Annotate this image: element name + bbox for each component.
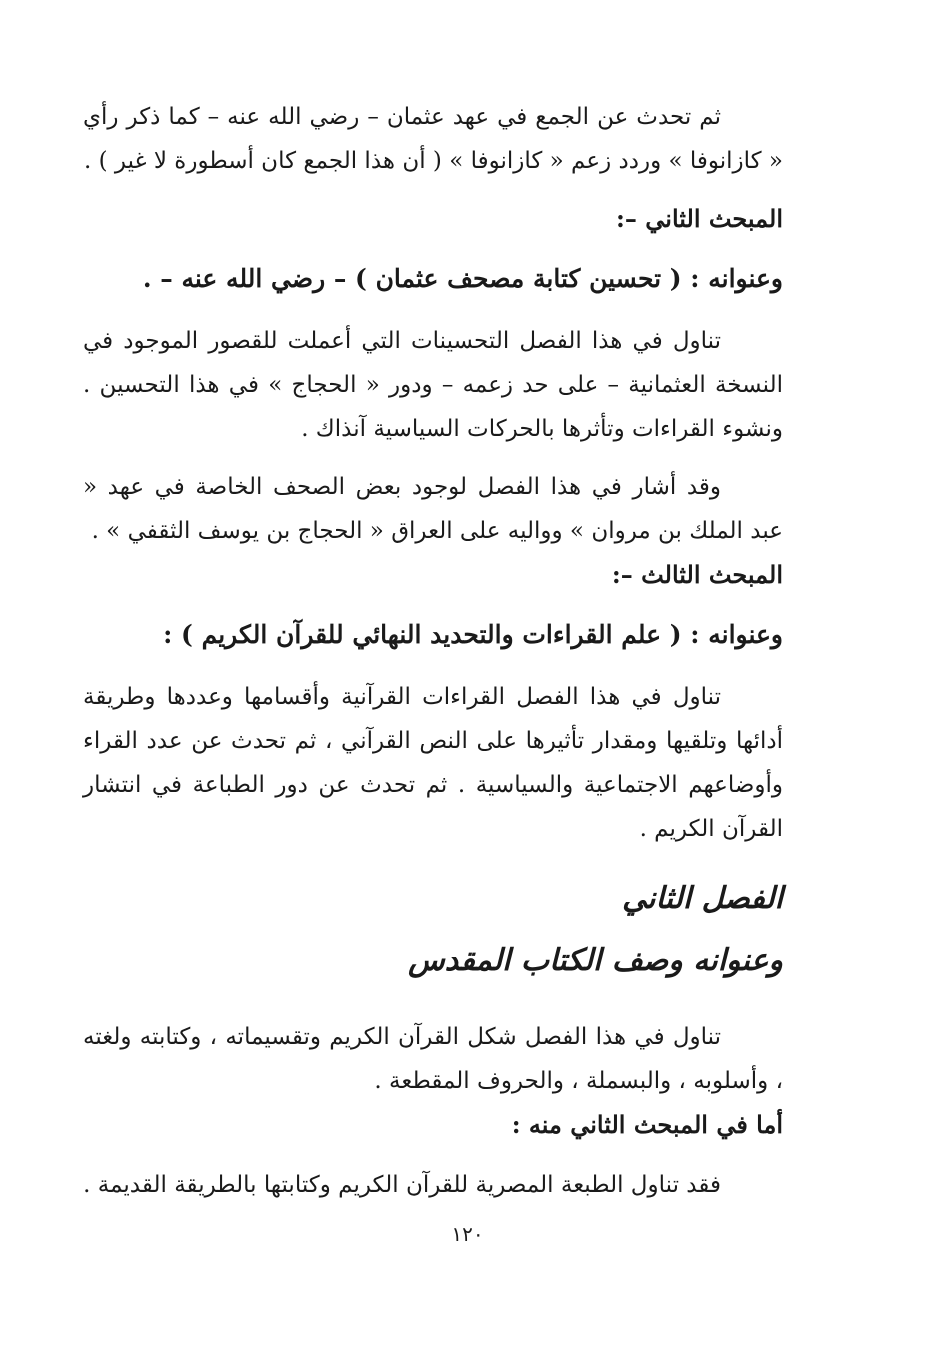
heading-second-section: المبحث الثاني –: (616, 204, 783, 233)
paragraph-improvements: تناول في هذا الفصل التحسينات التي أعملت للقصور الموجود في النسخة العثمانية – على حد زعمه – ودور « الحجاج » في هذا التحسين . ونشوء القراءات وتأثرها بالحركات السياسية آنذاك . (83, 328, 783, 442)
text-column (83, 95, 783, 1221)
heading-second-title: وعنوانه : ( تحسين كتابة مصحف عثمان ) – رضي الله عنه – . (142, 264, 783, 293)
paragraph-readings: تناول في هذا الفصل القراءات القرآنية وأقسامها وعددها وطريقة أدائها وتلقيها ومقدار تأثيرها على النص القرآني ، ثم تحدث عن عدد القراء وأوضاعهم الاجتماعية والسياسية . ثم تحدث عن دور الطباعة في انتشار القرآن الكريم . (83, 684, 783, 842)
paragraph-private-copies: وقد أشار في هذا الفصل لوجود بعض الصحف الخاصة في عهد « عبد الملك بن مروان » وواليه على العراق « الحجاج بن يوسف الثقفي » . (83, 474, 783, 544)
heading-third-title: وعنوانه : ( علم القراءات والتحديد النهائي للقرآن الكريم ) : (163, 620, 783, 649)
paragraph-egyptian-edition: فقد تناول الطبعة المصرية للقرآن الكريم وكتابتها بالطريقة القديمة . (83, 1172, 721, 1198)
heading-second-part: أما في المبحث الثاني منه : (511, 1110, 783, 1139)
paragraph-quran-form: تناول في هذا الفصل شكل القرآن الكريم وتقسيماته ، وكتابته ولغته ، وأسلوبه ، والبسملة ، والحروف المقطعة . (83, 1024, 783, 1094)
paragraph-kazanova: ثم تحدث عن الجمع في عهد عثمان – رضي الله عنه – كما ذكر رأي « كازانوفا » وردد زعم « كازانوفا » ( أن هذا الجمع كان أسطورة لا غير ) . (83, 104, 783, 174)
page-number: ١٢٠ (451, 1222, 484, 1246)
heading-third-section: المبحث الثالث –: (611, 560, 783, 589)
chapter-title: الفصل الثاني (622, 881, 783, 916)
chapter-subtitle: وعنوانه وصف الكتاب المقدس (408, 943, 783, 978)
